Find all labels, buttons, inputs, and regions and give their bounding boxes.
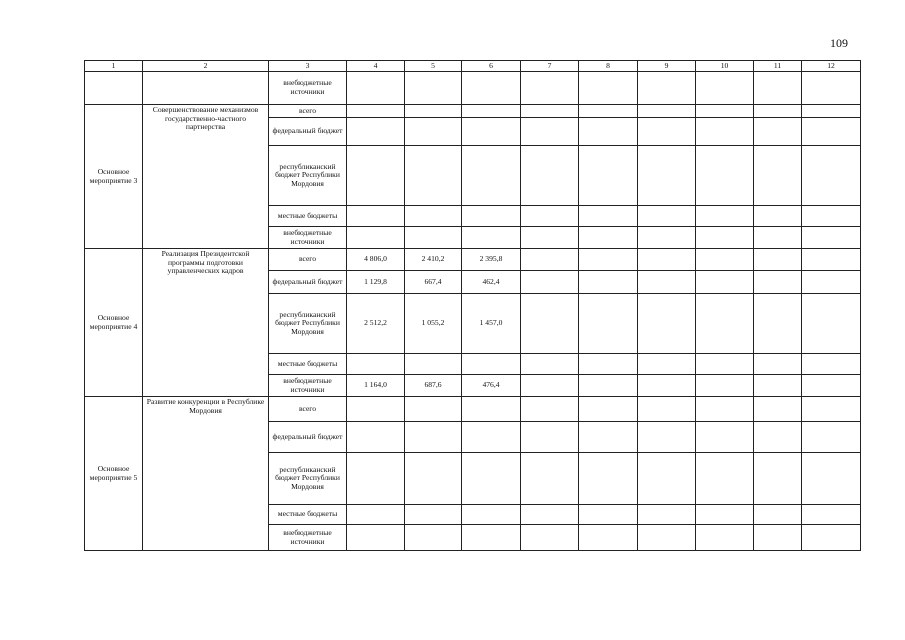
empty-cell <box>754 146 802 206</box>
empty-cell <box>696 118 754 146</box>
source-label: внебюджетные источники <box>269 227 347 249</box>
empty-cell <box>521 249 579 271</box>
empty-cell <box>802 525 861 551</box>
value-cell <box>405 206 462 227</box>
empty-cell <box>521 354 579 375</box>
events-body <box>85 105 861 551</box>
empty-cell <box>638 397 696 422</box>
empty-cell <box>579 422 638 453</box>
empty-cell <box>521 227 579 249</box>
empty-cell <box>696 227 754 249</box>
value-cell <box>405 354 462 375</box>
event-description: Развитие конкуренции в Республике Мордовия <box>143 397 269 551</box>
value-cell <box>347 206 405 227</box>
value-cell: 476,4 <box>462 375 521 397</box>
empty-cell <box>802 105 861 118</box>
empty-cell <box>579 227 638 249</box>
empty-cell <box>754 294 802 354</box>
empty-cell <box>696 146 754 206</box>
empty-cell <box>696 525 754 551</box>
empty-cell <box>521 375 579 397</box>
empty-cell <box>754 525 802 551</box>
empty-cell <box>802 146 861 206</box>
value-cell: 2 410,2 <box>405 249 462 271</box>
empty-cell <box>802 354 861 375</box>
value-cell <box>405 105 462 118</box>
column-header-10: 10 <box>696 61 754 72</box>
empty-cell <box>579 354 638 375</box>
value-cell <box>462 422 521 453</box>
empty-cell <box>579 146 638 206</box>
value-cell <box>462 206 521 227</box>
value-cell: 1 129,8 <box>347 271 405 294</box>
empty-cell <box>521 271 579 294</box>
empty-cell <box>754 105 802 118</box>
value-cell <box>347 422 405 453</box>
value-cell: 1 164,0 <box>347 375 405 397</box>
column-header-11: 11 <box>754 61 802 72</box>
empty-cell <box>802 294 861 354</box>
empty-cell <box>802 249 861 271</box>
source-label: местные бюджеты <box>269 505 347 525</box>
empty-cell <box>579 397 638 422</box>
column-header-12: 12 <box>802 61 861 72</box>
source-label: республиканский бюджет Республики Мордовия <box>269 453 347 505</box>
source-label: всего <box>269 105 347 118</box>
empty-cell <box>579 525 638 551</box>
empty-cell <box>521 422 579 453</box>
empty-cell <box>638 453 696 505</box>
value-cell <box>405 227 462 249</box>
source-label: местные бюджеты <box>269 354 347 375</box>
empty-cell <box>696 206 754 227</box>
value-cell <box>347 525 405 551</box>
event-description: Реализация Президентской программы подготовки управленческих кадров <box>143 249 269 397</box>
empty-cell <box>638 375 696 397</box>
empty-cell <box>579 206 638 227</box>
value-cell <box>405 118 462 146</box>
table-row <box>85 72 861 105</box>
empty-cell <box>521 294 579 354</box>
empty-cell <box>754 397 802 422</box>
source-label: республиканский бюджет Республики Мордовия <box>269 146 347 206</box>
source-label: местные бюджеты <box>269 206 347 227</box>
empty-cell <box>521 397 579 422</box>
column-header-2: 2 <box>143 61 269 72</box>
value-cell: 1 055,2 <box>405 294 462 354</box>
empty-cell <box>521 453 579 505</box>
empty-cell <box>802 422 861 453</box>
value-cell <box>462 505 521 525</box>
value-cell: 1 457,0 <box>462 294 521 354</box>
empty-cell <box>638 105 696 118</box>
source-label: внебюджетные источники <box>269 72 347 105</box>
value-cell <box>347 105 405 118</box>
value-cell <box>405 505 462 525</box>
empty-cell <box>802 505 861 525</box>
empty-cell <box>638 271 696 294</box>
empty-cell <box>802 271 861 294</box>
column-header-7: 7 <box>521 61 579 72</box>
value-cell: 687,6 <box>405 375 462 397</box>
column-header-9: 9 <box>638 61 696 72</box>
value-cell <box>347 118 405 146</box>
empty-cell <box>579 271 638 294</box>
empty-cell <box>754 505 802 525</box>
empty-cell <box>638 249 696 271</box>
value-cell <box>462 146 521 206</box>
column-header-1: 1 <box>85 61 143 72</box>
empty-cell <box>802 453 861 505</box>
empty-cell <box>638 206 696 227</box>
empty-cell <box>754 422 802 453</box>
empty-cell <box>521 505 579 525</box>
source-label: всего <box>269 249 347 271</box>
empty-cell <box>802 227 861 249</box>
budget-table <box>84 60 861 551</box>
empty-cell <box>579 105 638 118</box>
column-header-5: 5 <box>405 61 462 72</box>
empty-cell <box>579 375 638 397</box>
empty-cell <box>579 505 638 525</box>
value-cell <box>462 105 521 118</box>
empty-cell <box>754 354 802 375</box>
source-label: всего <box>269 397 347 422</box>
value-cell: 667,4 <box>405 271 462 294</box>
value-cell <box>347 354 405 375</box>
value-cell <box>347 505 405 525</box>
column-header-4: 4 <box>347 61 405 72</box>
empty-cell <box>696 453 754 505</box>
value-cell: 2 512,2 <box>347 294 405 354</box>
event-name: Основное мероприятие 4 <box>85 249 143 397</box>
empty-cell <box>638 118 696 146</box>
empty-cell <box>696 505 754 525</box>
value-cell <box>405 525 462 551</box>
value-cell: 462,4 <box>462 271 521 294</box>
empty-cell <box>754 375 802 397</box>
event-name: Основное мероприятие 3 <box>85 105 143 249</box>
value-cell <box>405 397 462 422</box>
value-cell: 4 806,0 <box>347 249 405 271</box>
source-label: внебюджетные источники <box>269 525 347 551</box>
empty-cell <box>521 525 579 551</box>
value-cell <box>405 422 462 453</box>
source-label: федеральный бюджет <box>269 118 347 146</box>
empty-cell <box>579 453 638 505</box>
event-name: Основное мероприятие 5 <box>85 397 143 551</box>
empty-cell <box>579 118 638 146</box>
empty-cell <box>696 375 754 397</box>
empty-cell <box>754 271 802 294</box>
event-description: Совершенствование механизмов государственно-частного партнерства <box>143 105 269 249</box>
empty-cell <box>696 354 754 375</box>
empty-cell <box>802 206 861 227</box>
empty-cell <box>754 227 802 249</box>
column-header-row <box>85 61 861 72</box>
value-cell <box>462 227 521 249</box>
empty-cell <box>696 422 754 453</box>
value-cell <box>462 397 521 422</box>
empty-cell <box>638 525 696 551</box>
empty-cell <box>754 118 802 146</box>
value-cell <box>347 453 405 505</box>
table-row <box>85 105 861 118</box>
value-cell <box>462 453 521 505</box>
source-label: федеральный бюджет <box>269 422 347 453</box>
empty-cell <box>638 422 696 453</box>
column-header-3: 3 <box>269 61 347 72</box>
empty-cell <box>696 397 754 422</box>
empty-cell <box>638 146 696 206</box>
empty-cell <box>802 397 861 422</box>
empty-cell <box>638 505 696 525</box>
source-label: внебюджетные источники <box>269 375 347 397</box>
empty-cell <box>754 453 802 505</box>
empty-cell <box>521 146 579 206</box>
empty-cell <box>696 249 754 271</box>
value-cell: 2 395,8 <box>462 249 521 271</box>
empty-cell <box>802 118 861 146</box>
empty-cell <box>754 249 802 271</box>
value-cell <box>405 453 462 505</box>
value-cell <box>347 397 405 422</box>
empty-cell <box>696 294 754 354</box>
value-cell <box>347 146 405 206</box>
empty-cell <box>579 294 638 354</box>
empty-cell <box>638 294 696 354</box>
value-cell <box>462 354 521 375</box>
empty-cell <box>638 354 696 375</box>
column-header-8: 8 <box>579 61 638 72</box>
value-cell <box>347 227 405 249</box>
source-label: федеральный бюджет <box>269 271 347 294</box>
table-row <box>85 397 861 422</box>
empty-cell <box>521 105 579 118</box>
source-label: республиканский бюджет Республики Мордовия <box>269 294 347 354</box>
empty-cell <box>696 105 754 118</box>
empty-cell <box>638 227 696 249</box>
value-cell <box>462 525 521 551</box>
value-cell <box>462 118 521 146</box>
page-number: 109 <box>830 36 848 50</box>
value-cell <box>405 146 462 206</box>
empty-cell <box>696 271 754 294</box>
empty-cell <box>754 206 802 227</box>
table-row <box>85 249 861 271</box>
empty-cell <box>802 375 861 397</box>
empty-cell <box>579 249 638 271</box>
empty-cell <box>521 206 579 227</box>
empty-cell <box>521 118 579 146</box>
column-header-6: 6 <box>462 61 521 72</box>
